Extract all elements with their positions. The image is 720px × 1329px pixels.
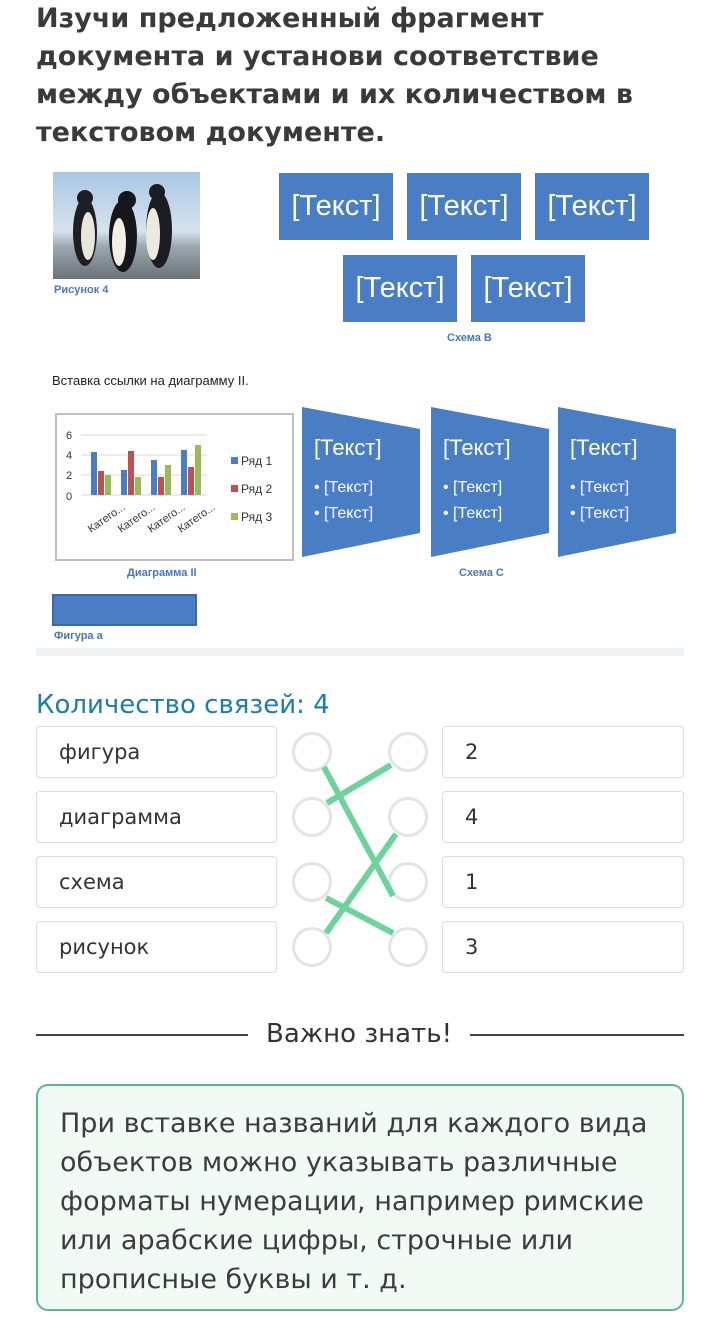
left-connector-dot[interactable] (292, 797, 332, 837)
match-link-line (324, 767, 393, 896)
match-left-item[interactable]: рисунок (36, 921, 277, 973)
match-link-line (326, 898, 393, 933)
scheme-b-box: [Текст] (279, 173, 393, 240)
match-right-item[interactable]: 2 (442, 726, 684, 778)
match-right-item[interactable]: 1 (442, 856, 684, 908)
scheme-c-shape: [Текст] • [Текст] • [Текст] (558, 407, 676, 557)
x-tick: Катего... (115, 501, 158, 536)
chart-bar (121, 470, 127, 495)
scheme-c-shape: [Текст] • [Текст] • [Текст] (431, 407, 549, 557)
scheme-b-box: [Текст] (407, 173, 521, 240)
chart-bar (91, 452, 97, 495)
right-connector-dot[interactable] (388, 862, 428, 902)
links-count: Количество связей: 4 (36, 690, 330, 720)
important-heading: Важно знать! (265, 1019, 452, 1049)
legend-label: Ряд 2 (241, 482, 273, 496)
chart-bar (165, 465, 171, 495)
scheme-b-box: [Текст] (471, 255, 585, 322)
penguin-picture (53, 172, 200, 279)
separator-line (36, 1034, 248, 1036)
match-right-item[interactable]: 4 (442, 791, 684, 843)
diagram-reference-text: Вставка ссылки на диаграмму II. (52, 373, 249, 388)
left-connector-dot[interactable] (292, 862, 332, 902)
x-tick: Катего... (85, 501, 128, 536)
y-tick: 6 (66, 430, 73, 442)
question-text: Изучи предложенный фрагмент документа и установи соответствие между объектами и их количеством в текстовом документе. (36, 3, 633, 148)
chart-bar (181, 450, 187, 495)
match-link-line (326, 834, 396, 933)
legend-swatch (231, 485, 238, 492)
chart-bar (98, 471, 104, 495)
legend-label: Ряд 3 (241, 510, 273, 524)
legend-swatch (231, 457, 238, 464)
match-left-item[interactable]: схема (36, 856, 277, 908)
scheme-b-caption: Схема В (447, 332, 492, 344)
right-connector-dot[interactable] (388, 797, 428, 837)
x-tick: Катего... (175, 501, 218, 536)
document-fragment-image (36, 160, 684, 656)
right-connector-dot[interactable] (388, 927, 428, 967)
match-right-item[interactable]: 3 (442, 921, 684, 973)
left-connector-dot[interactable] (292, 927, 332, 967)
picture-caption: Рисунок 4 (54, 284, 109, 296)
scheme-c-shape: [Текст] • [Текст] • [Текст] (302, 407, 420, 557)
scheme-c-caption: Схема С (459, 567, 504, 579)
match-link-line (327, 765, 391, 803)
scheme-b-box: [Текст] (535, 173, 649, 240)
shape-caption: Фигура а (54, 630, 103, 642)
legend-swatch (231, 513, 238, 520)
separator-line (470, 1034, 684, 1036)
y-tick: 2 (66, 470, 73, 482)
info-note: При вставке названий для каждого вида объектов можно указывать различные форматы нумерации, например римские или арабские цифры, строчные или прописные буквы и т. д. (36, 1084, 684, 1311)
chart-bar (158, 477, 164, 495)
chart-bar (128, 451, 134, 495)
match-left-item[interactable]: диаграмма (36, 791, 277, 843)
y-tick: 0 (66, 491, 73, 503)
right-connector-dot[interactable] (388, 732, 428, 772)
chart-bar (135, 477, 141, 495)
diagram-caption: Диаграмма II (127, 567, 197, 579)
chart-bar (195, 445, 201, 495)
chart-bar (105, 475, 111, 495)
embedded-chart (55, 413, 294, 561)
y-tick: 4 (66, 450, 73, 462)
x-tick: Катего... (145, 501, 188, 536)
match-left-item[interactable]: фигура (36, 726, 277, 778)
legend-label: Ряд 1 (241, 454, 273, 468)
scheme-b-box: [Текст] (343, 255, 457, 322)
chart-bar (188, 467, 194, 495)
chart-bar (151, 460, 157, 495)
left-connector-dot[interactable] (292, 732, 332, 772)
shape-rectangle (52, 594, 197, 626)
